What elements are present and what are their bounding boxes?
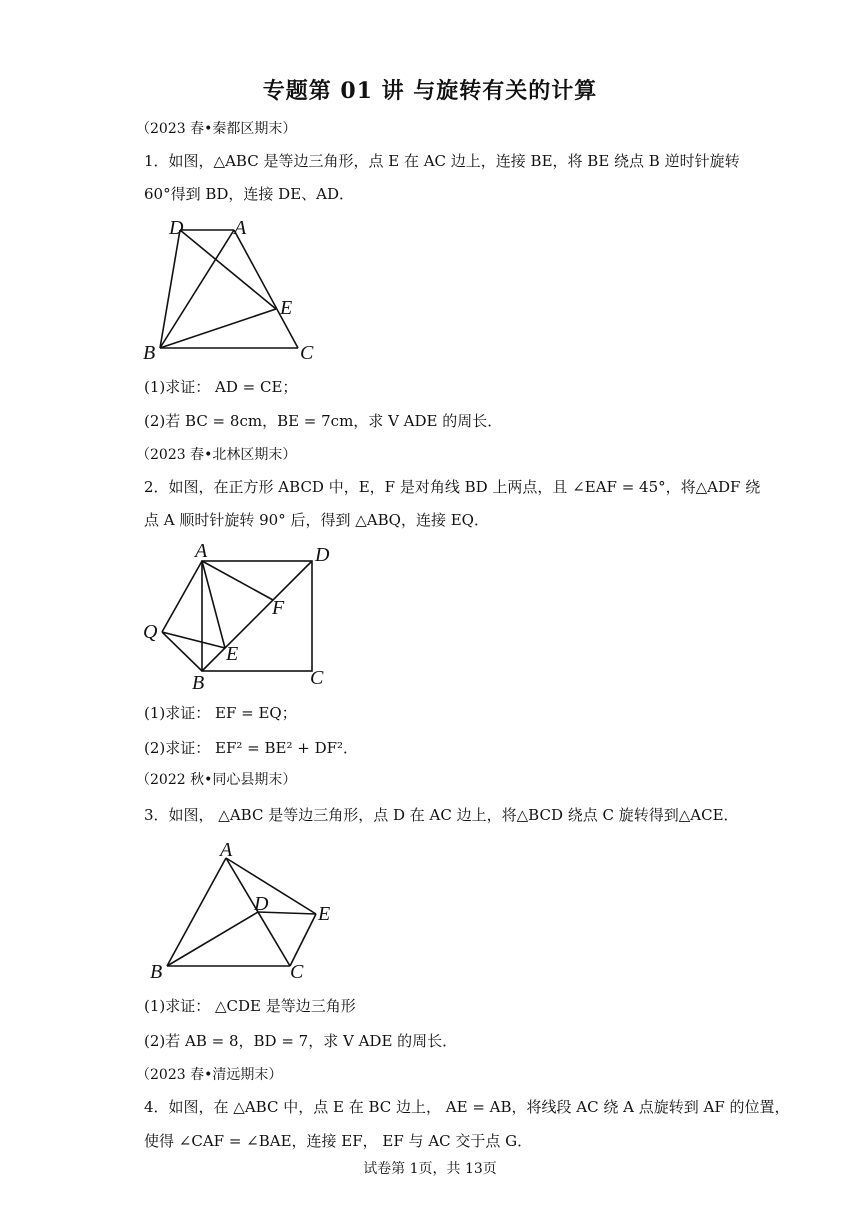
fig3-label-e: E xyxy=(318,903,331,925)
page-footer: 试卷第 1页，共 13页 xyxy=(363,1161,497,1177)
fig3-label-b: B xyxy=(150,961,163,982)
problem-3-question-2: (2)若 AB = 8，BD = 7，求 V ADE 的周长． xyxy=(144,1032,458,1050)
problem-1-figure xyxy=(140,214,330,368)
problem-2-question-2: (2)求证： EF² = BE² + DF²． xyxy=(144,739,359,757)
problem-3-source: （2022 秋•同心县期末） xyxy=(136,772,297,788)
problem-2-source: （2023 春•北林区期末） xyxy=(136,447,297,463)
fig1-label-d: D xyxy=(169,217,184,239)
problem-2-stem-line1: 2．如图，在正方形 ABCD 中，E，F 是对角线 BD 上两点，且 ∠EAF = 45°，将△ADF 绕 xyxy=(144,478,761,496)
page-title: 专题第 01 讲 与旋转有关的计算 xyxy=(262,78,598,104)
fig2-label-a: A xyxy=(195,540,208,562)
problem-3-stem-line1: 3．如图， △ABC 是等边三角形，点 D 在 AC 边上，将△BCD 绕点 C 旋转得到△ACE． xyxy=(144,806,739,824)
problem-1-question-2: (2)若 BC = 8cm，BE = 7cm，求 V ADE 的周长． xyxy=(144,412,503,430)
fig1-label-b: B xyxy=(143,342,156,364)
problem-4-stem-line2: 使得 ∠CAF = ∠BAE，连接 EF， EF 与 AC 交于点 G． xyxy=(144,1132,533,1150)
fig2-label-b: B xyxy=(192,672,205,692)
fig2-label-f: F xyxy=(272,597,285,619)
problem-4-source: （2023 春•清远期末） xyxy=(136,1067,283,1083)
problem-2-stem-line2: 点 A 顺时针旋转 90° 后，得到 △ABQ，连接 EQ． xyxy=(144,511,489,529)
fig2-label-e: E xyxy=(226,643,239,665)
fig1-label-a: A xyxy=(234,217,247,239)
problem-1-source: （2023 春•秦都区期末） xyxy=(136,121,297,137)
fig2-label-q: Q xyxy=(143,621,158,643)
problem-2-question-1: (1)求证： EF = EQ； xyxy=(144,704,297,722)
fig1-label-c: C xyxy=(300,342,314,364)
problem-1-stem-line1: 1．如图，△ABC 是等边三角形，点 E 在 AC 边上，连接 BE，将 BE 绕点 B 逆时针旋转 xyxy=(144,152,740,170)
problem-4-stem-line1: 4．如图，在 △ABC 中，点 E 在 BC 边上， AE = AB，将线段 AC 绕 A 点旋转到 AF 的位置， xyxy=(144,1098,790,1116)
problem-2-figure xyxy=(140,540,340,696)
problem-1-question-1: (1)求证： AD = CE； xyxy=(144,378,298,396)
problem-3-question-1: (1)求证： △CDE 是等边三角形 xyxy=(144,997,356,1015)
fig2-label-c: C xyxy=(310,667,324,689)
fig3-label-d: D xyxy=(254,893,269,915)
problem-1-stem-line2: 60°得到 BD，连接 DE、AD． xyxy=(144,185,355,203)
fig1-label-e: E xyxy=(280,297,293,319)
fig3-label-c: C xyxy=(290,961,304,982)
fig2-label-d: D xyxy=(315,544,330,566)
problem-3-figure xyxy=(140,838,350,986)
fig3-label-a: A xyxy=(220,839,233,861)
